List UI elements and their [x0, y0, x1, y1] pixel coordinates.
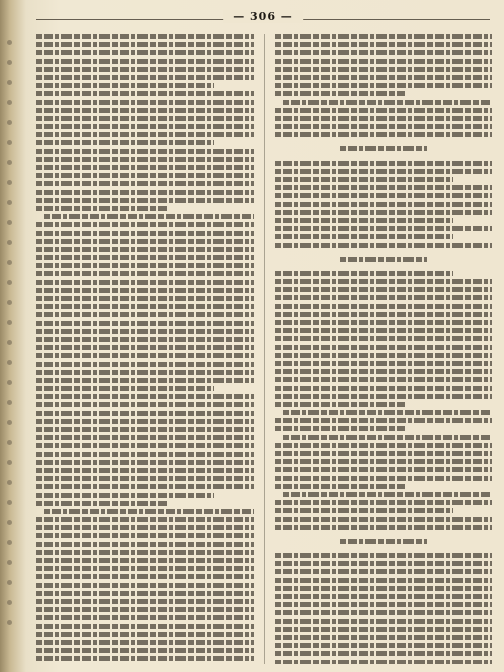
text-line: [36, 116, 254, 121]
text-line: [275, 279, 493, 284]
text-line: [36, 476, 254, 481]
text-line: [275, 377, 493, 382]
text-line: [36, 149, 254, 154]
text-line: [275, 304, 493, 309]
text-line: [36, 42, 254, 47]
binding-hole: [7, 80, 12, 85]
binding-hole: [7, 360, 12, 365]
text-line: [36, 165, 254, 170]
page-header: [36, 10, 490, 28]
binding-hole: [7, 100, 12, 105]
text-line: [36, 607, 254, 612]
text-line: [36, 460, 254, 465]
text-line: [36, 443, 254, 448]
text-line: [275, 508, 453, 513]
text-line: [275, 83, 493, 88]
binding-hole: [7, 520, 12, 525]
text-line: [275, 402, 406, 407]
binding-hole: [7, 380, 12, 385]
text-line: [36, 337, 254, 342]
text-line: [275, 651, 493, 656]
text-line: [283, 435, 493, 440]
text-line: [275, 336, 493, 341]
text-line: [36, 50, 254, 55]
text-line: [36, 59, 254, 64]
text-line: [275, 353, 493, 358]
text-line: [36, 263, 254, 268]
text-line: [275, 124, 493, 129]
text-line: [275, 643, 493, 648]
text-line: [283, 492, 493, 497]
page-number: — 306 —: [223, 10, 303, 23]
text-line: [275, 426, 406, 431]
text-line: [275, 569, 493, 574]
text-line: [36, 558, 254, 563]
text-line: [36, 648, 254, 653]
binding-hole: [7, 60, 12, 65]
text-line: [36, 566, 254, 571]
text-line: [275, 312, 493, 317]
text-line: [275, 525, 493, 530]
text-columns: [36, 34, 492, 664]
text-line: [275, 594, 493, 599]
text-line: [275, 202, 493, 207]
text-line: [36, 67, 254, 72]
text-line: [36, 370, 254, 375]
text-line: [36, 329, 254, 334]
text-line: [36, 181, 254, 186]
text-line: [275, 34, 493, 39]
text-line: [36, 34, 254, 39]
text-line: [36, 288, 254, 293]
binding-hole: [7, 440, 12, 445]
text-line: [36, 222, 254, 227]
text-line: [275, 369, 493, 374]
left-text-column: [36, 34, 254, 664]
text-line: [36, 190, 254, 195]
text-line: [36, 271, 254, 276]
binding-hole: [7, 180, 12, 185]
text-line: [275, 553, 493, 558]
text-line: [36, 533, 254, 538]
text-line: [275, 476, 493, 481]
text-line: [36, 583, 254, 588]
text-line: [36, 280, 254, 285]
text-line: [36, 312, 254, 317]
text-line: [275, 226, 493, 231]
text-line: [283, 100, 493, 105]
text-line: [275, 320, 493, 325]
column-divider: [264, 34, 265, 664]
text-line: [36, 345, 254, 350]
text-line: [275, 287, 493, 292]
text-line: [36, 632, 254, 637]
text-line: [36, 108, 254, 113]
text-line: [275, 500, 493, 505]
binding-hole: [7, 300, 12, 305]
binding-hole: [7, 600, 12, 605]
text-line: [275, 243, 493, 248]
text-line: [36, 550, 254, 555]
text-line: [36, 173, 254, 178]
text-line: [275, 234, 453, 239]
text-line: [275, 177, 453, 182]
text-line: [275, 108, 493, 113]
binding-hole: [7, 620, 12, 625]
text-line: [36, 411, 254, 416]
text-line: [36, 525, 254, 530]
text-line: [36, 100, 254, 105]
text-line: [275, 451, 493, 456]
text-line: [275, 361, 493, 366]
text-line: [36, 394, 254, 399]
text-line: [36, 640, 254, 645]
binding-hole: [7, 160, 12, 165]
text-line: [44, 509, 254, 514]
right-text-column: [275, 34, 493, 664]
binding-hole: [7, 500, 12, 505]
text-line: [36, 574, 254, 579]
binding-hole: [7, 560, 12, 565]
text-line: [36, 132, 254, 137]
binding-hole: [7, 460, 12, 465]
binding-hole: [7, 40, 12, 45]
binding-hole: [7, 420, 12, 425]
text-line: [36, 321, 254, 326]
text-line: [36, 493, 214, 498]
text-line: [275, 67, 493, 72]
text-line: [36, 452, 254, 457]
text-line: [275, 59, 493, 64]
text-line: [275, 116, 493, 121]
text-line: [36, 255, 254, 260]
text-line: [275, 91, 406, 96]
text-line: [44, 214, 254, 219]
text-line: [36, 362, 254, 367]
text-line: [275, 443, 493, 448]
text-line: [36, 402, 254, 407]
text-line: [36, 591, 254, 596]
text-line: [275, 42, 493, 47]
text-line: [340, 539, 427, 544]
text-line: [36, 124, 254, 129]
text-line: [36, 468, 254, 473]
text-line: [283, 410, 493, 415]
text-line: [275, 386, 493, 391]
text-line: [275, 627, 493, 632]
binding-hole: [7, 200, 12, 205]
text-line: [275, 50, 493, 55]
text-line: [275, 484, 406, 489]
binding-hole: [7, 220, 12, 225]
text-line: [36, 599, 254, 604]
text-line: [275, 459, 493, 464]
text-line: [275, 619, 493, 624]
text-line: [275, 517, 493, 522]
text-line: [340, 257, 427, 262]
text-line: [36, 656, 254, 661]
text-line: [275, 586, 493, 591]
text-line: [275, 271, 453, 276]
text-line: [36, 427, 254, 432]
binding-hole: [7, 120, 12, 125]
text-line: [36, 378, 254, 383]
text-line: [275, 185, 493, 190]
text-line: [275, 132, 493, 137]
text-line: [36, 304, 254, 309]
text-line: [36, 624, 254, 629]
text-line: [275, 561, 493, 566]
binding-hole: [7, 240, 12, 245]
binding-holes: [6, 40, 14, 640]
text-line: [36, 386, 214, 391]
text-line: [36, 247, 254, 252]
text-line: [275, 210, 493, 215]
text-line: [275, 635, 493, 640]
text-line: [36, 239, 254, 244]
text-line: [36, 484, 254, 489]
text-line: [275, 295, 493, 300]
text-line: [275, 578, 493, 583]
text-line: [275, 218, 453, 223]
text-line: [36, 140, 214, 145]
text-line: [36, 231, 254, 236]
text-line: [275, 193, 493, 198]
binding-hole: [7, 540, 12, 545]
text-line: [275, 345, 493, 350]
text-line: [36, 296, 254, 301]
binding-hole: [7, 480, 12, 485]
text-line: [36, 198, 254, 203]
text-line: [36, 83, 214, 88]
text-line: [340, 146, 427, 151]
text-line: [275, 75, 493, 80]
text-line: [275, 467, 493, 472]
text-line: [275, 602, 493, 607]
text-line: [275, 328, 493, 333]
text-line: [36, 75, 254, 80]
binding-hole: [7, 580, 12, 585]
text-line: [275, 610, 493, 615]
text-line: [275, 161, 493, 166]
binding-hole: [7, 140, 12, 145]
binding-hole: [7, 280, 12, 285]
text-line: [36, 419, 254, 424]
binding-hole: [7, 400, 12, 405]
text-line: [36, 206, 167, 211]
text-line: [275, 394, 493, 399]
text-line: [36, 435, 254, 440]
text-line: [275, 660, 493, 665]
text-line: [275, 169, 493, 174]
text-line: [36, 353, 254, 358]
binding-hole: [7, 260, 12, 265]
text-line: [275, 418, 493, 423]
text-line: [36, 91, 254, 96]
text-line: [36, 157, 254, 162]
binding-hole: [7, 320, 12, 325]
text-line: [36, 542, 254, 547]
text-line: [36, 501, 167, 506]
text-line: [36, 517, 254, 522]
text-line: [36, 615, 254, 620]
binding-hole: [7, 340, 12, 345]
